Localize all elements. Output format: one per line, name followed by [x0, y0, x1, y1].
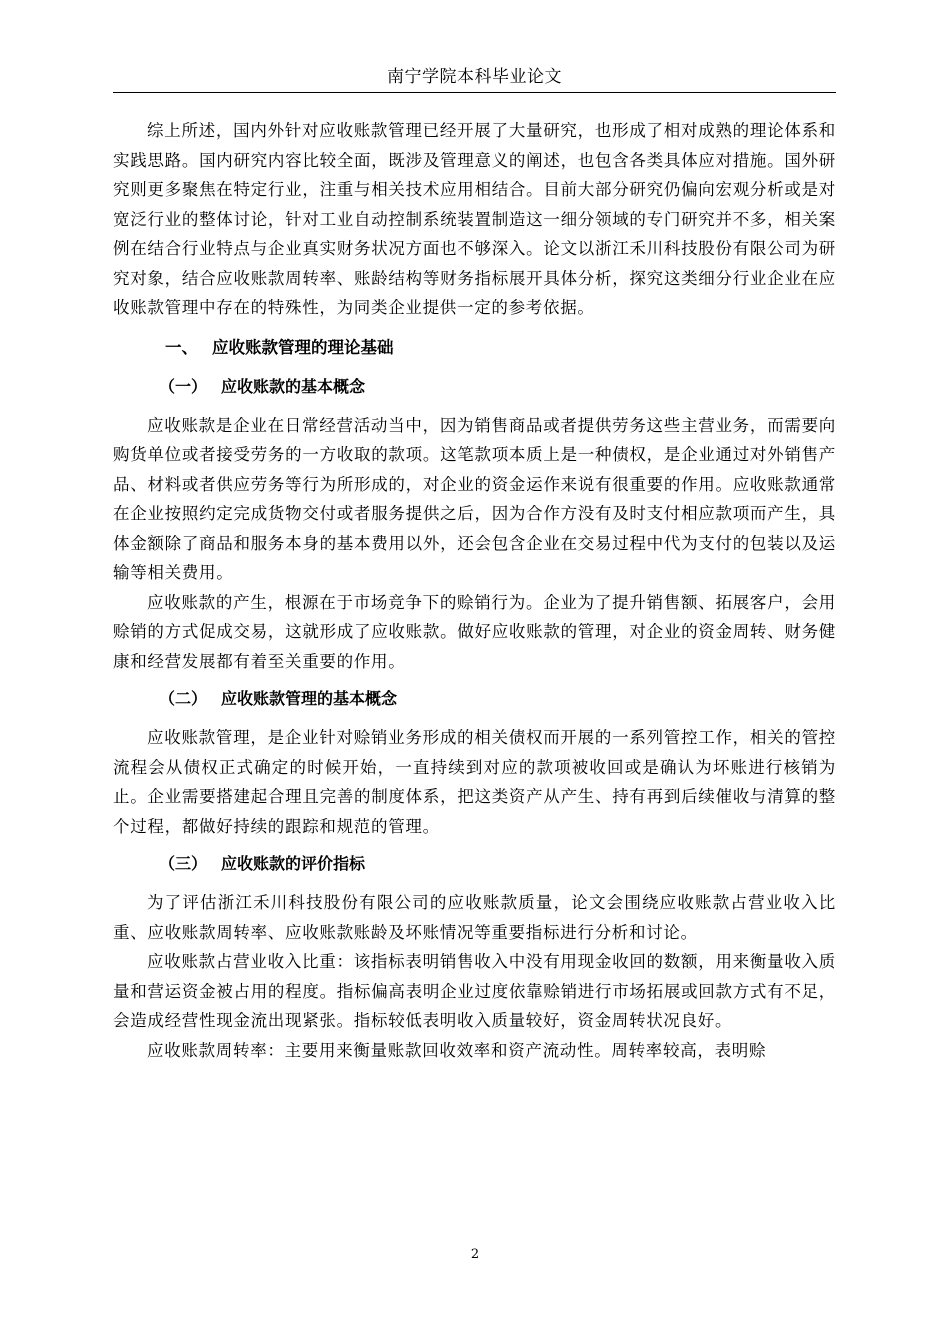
section-title: 应收账款管理的理论基础 — [212, 337, 394, 357]
subsection-title: 应收账款管理的基本概念 — [221, 689, 398, 708]
header-rule — [113, 92, 836, 93]
paragraph-turnover-rate: 应收账款周转率：主要用来衡量账款回收效率和资产流动性。周转率较高，表明赊 — [147, 1040, 767, 1060]
subsection-number: （二） — [159, 689, 208, 708]
page-body — [113, 116, 836, 1065]
section-heading-1 — [113, 333, 836, 362]
paragraph-origin: 应收账款的产生，根源在于市场竞争下的赊销行为。企业为了提升销售额、拓展客户，会用赊销的方式促成交易，这就形成了应收账款。做好应收账款的管理，对企业的资金周转、财务健康和经营发展都有着至关重要的作用。 — [113, 592, 836, 671]
section-number: 一、 — [165, 337, 198, 357]
paragraph-definition: 应收账款是企业在日常经营活动当中，因为销售商品或者提供劳务这些主营业务，而需要向购货单位或者接受劳务的一方收取的款项。这笔款项本质上是一种债权，是企业通过对外销售产品、材料或者供应劳务等行为所形成的，对企业的资金运作来说有很重要的作用。应收账款通常在企业按照约定完成货物交付或者服务提供之后，因为合作方没有及时支付相应款项而产生，具体金额除了商品和服务本身的基本费用以外，还会包含企业在交易过程中代为支付的包装以及运输等相关费用。 — [113, 415, 836, 582]
running-header: 南宁学院本科毕业论文 — [387, 67, 562, 87]
subsection-title: 应收账款的基本概念 — [221, 376, 366, 396]
paragraph-revenue-ratio: 应收账款占营业收入比重：该指标表明销售收入中没有用现金收回的数额，用来衡量收入质量和营运资金被占用的程度。指标偏高表明企业过度依靠赊销进行市场拓展或回款方式有不足，会造成经营性现金流出现紧张。指标较低表明收入质量较好，资金周转状况良好。 — [113, 952, 836, 1030]
subsection-heading-2 — [113, 684, 836, 713]
paragraph-intro-summary: 综上所述，国内外针对应收账款管理已经开展了大量研究，也形成了相对成熟的理论体系和实践思路。国内研究内容比较全面，既涉及管理意义的阐述，也包含各类具体应对措施。国外研究则更多聚焦在特定行业，注重与相关技术应用相结合。目前大部分研究仍偏向宏观分析或是对宽泛行业的整体讨论，针对工业自动控制系统装置制造这一细分领域的专门研究并不多，相关案例在结合行业特点与企业真实财务状况方面也不够深入。论文以浙江禾川科技股份有限公司为研究对象，结合应收账款周转率、账龄结构等财务指标展开具体分析，探究这类细分行业企业在应收账款管理中存在的特殊性，为同类企业提供一定的参考依据。 — [113, 121, 836, 317]
subsection-number: （三） — [159, 854, 208, 873]
paragraph-indicators-overview: 为了评估浙江禾川科技股份有限公司的应收账款质量，论文会围绕应收账款占营业收入比重、应收账款周转率、应收账款账龄及坏账情况等重要指标进行分析和讨论。 — [113, 893, 836, 942]
subsection-number: （一） — [159, 376, 208, 396]
subsection-heading-1 — [113, 372, 836, 401]
paragraph-management: 应收账款管理，是企业针对赊销业务形成的相关债权而开展的一系列管控工作，相关的管控流程会从债权正式确定的时候开始，一直持续到对应的款项被收回或是确认为坏账进行核销为止。企业需要搭建起合理且完善的制度体系，把这类资产从产生、持有再到后续催收与清算的整个过程，都做好持续的跟踪和规范的管理。 — [113, 728, 836, 836]
page-number: 2 — [470, 1247, 480, 1262]
subsection-title: 应收账款的评价指标 — [221, 854, 366, 873]
subsection-heading-3 — [113, 849, 836, 878]
